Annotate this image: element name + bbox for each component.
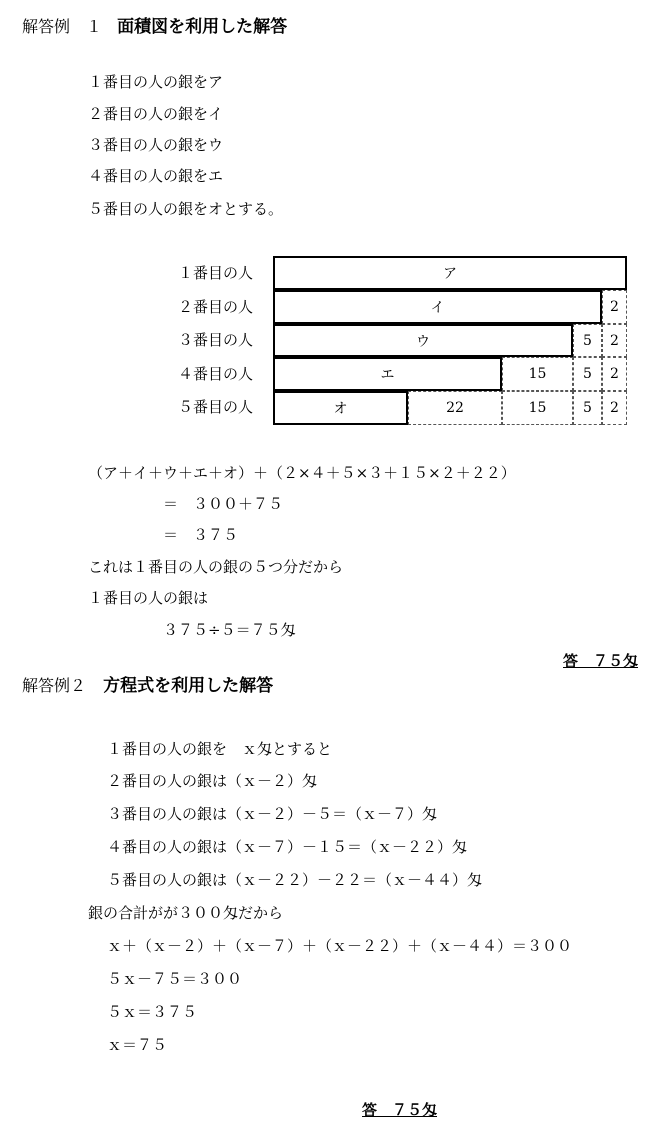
extra-cell: 2 <box>602 391 627 425</box>
extra-cell: 22 <box>408 391 502 425</box>
definition-line: ２番目の人の銀をイ <box>88 105 224 123</box>
row-label: ４番目の人 <box>178 365 254 383</box>
equation-line: ５ｘ－７５＝３００ <box>107 970 243 988</box>
equation-line: ｘ＋（ｘ－２）＋（ｘ－７）＋（ｘ－２２）＋（ｘ－４４）＝３００ <box>107 937 573 955</box>
extra-cell: 2 <box>602 324 627 357</box>
definition-line: ４番目の人の銀をエ <box>88 167 224 185</box>
definition-line: １番目の人の銀をア <box>88 73 224 91</box>
section2-heading-title: 方程式を利用した解答 <box>103 676 274 696</box>
extra-cell: 2 <box>602 357 627 391</box>
main-bar: エ <box>273 357 502 391</box>
section2-answer: 答 ７５匁 <box>362 1101 438 1119</box>
equation-line: ５ｘ＝３７５ <box>107 1003 198 1021</box>
equation-line: ｘ＝７５ <box>107 1036 168 1054</box>
row-label: ５番目の人 <box>178 398 254 416</box>
equation-line: １番目の人の銀を ｘ匁とすると <box>107 740 333 758</box>
calc-line: これは１番目の人の銀の５つ分だから <box>88 558 344 576</box>
extra-cell: 5 <box>573 391 602 425</box>
definition-line: ５番目の人の銀をオとする。 <box>88 200 284 218</box>
calc-line: （ア＋イ＋ウ＋エ＋オ）＋（２×４＋５×３＋１５×２＋２２） <box>88 464 516 482</box>
section1-answer: 答 ７５匁 <box>563 652 639 670</box>
calc-line: １番目の人の銀は <box>88 589 209 607</box>
calc-line: ＝ ３００＋７５ <box>163 495 284 513</box>
equation-line: ３番目の人の銀は（ｘ－２）－５＝（ｘ－７）匁 <box>107 805 438 823</box>
section2-heading-prefix: 解答例２ <box>22 676 87 695</box>
calc-line: ＝ ３７５ <box>163 526 239 544</box>
section2-heading <box>22 676 273 696</box>
main-bar: ウ <box>273 324 573 357</box>
equation-line: ２番目の人の銀は（ｘ－２）匁 <box>107 772 318 790</box>
row-label: ３番目の人 <box>178 331 254 349</box>
row-label: ２番目の人 <box>178 298 254 316</box>
section1-heading-prefix: 解答例 １ <box>22 17 103 36</box>
extra-cell: 15 <box>502 357 573 391</box>
extra-cell: 5 <box>573 357 602 391</box>
extra-cell: 5 <box>573 324 602 357</box>
row-label: １番目の人 <box>178 264 254 282</box>
extra-cell: 2 <box>602 290 627 324</box>
section1-heading <box>22 17 287 37</box>
calc-line: ３７５÷５＝７５匁 <box>163 621 296 639</box>
section1-heading-title: 面積図を利用した解答 <box>117 17 288 37</box>
equation-line: 銀の合計がが３００匁だから <box>88 904 284 922</box>
main-bar: オ <box>273 391 408 425</box>
definition-line: ３番目の人の銀をウ <box>88 136 224 154</box>
main-bar: イ <box>273 290 602 324</box>
equation-line: ５番目の人の銀は（ｘ－２２）－２２＝（ｘ－４４）匁 <box>107 871 483 889</box>
extra-cell: 15 <box>502 391 573 425</box>
main-bar: ア <box>273 256 627 290</box>
equation-line: ４番目の人の銀は（ｘ－７）－１５＝（ｘ－２２）匁 <box>107 838 468 856</box>
